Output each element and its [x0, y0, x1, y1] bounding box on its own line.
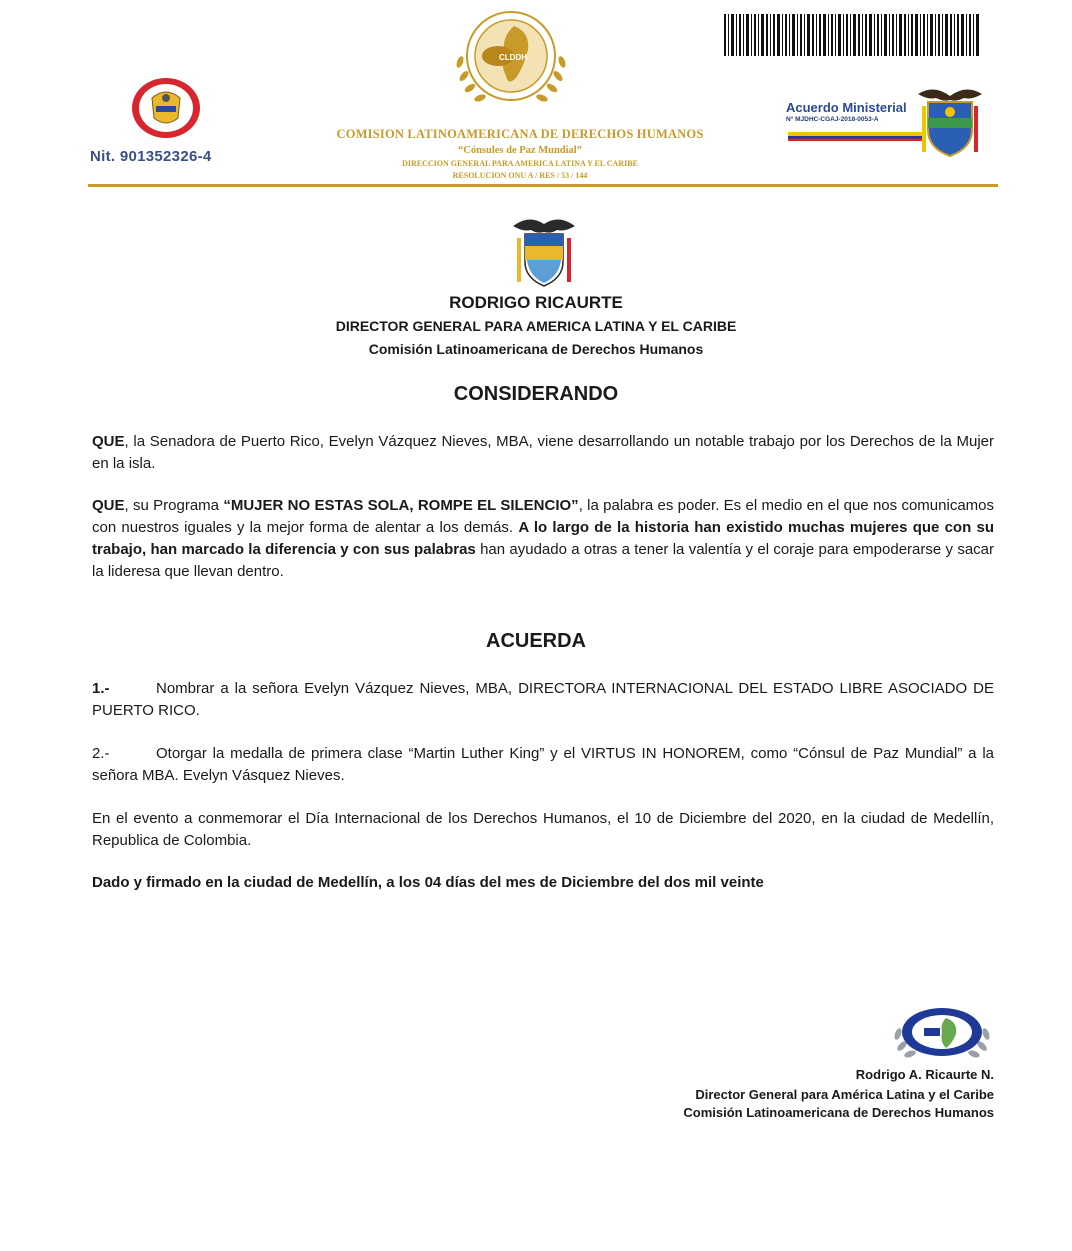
- paragraph-text: , la Senadora de Puerto Rico, Evelyn Vázquez Nieves, MBA, viene desarrollando un notable trabajo por los Derechos de la Mujer en la isla.: [92, 433, 994, 472]
- org-direction: DIRECCION GENERAL PARA AMERICA LATINA Y EL CARIBE: [402, 159, 638, 168]
- barcode-icon: [724, 14, 980, 56]
- ecuador-shield-icon: [914, 82, 986, 160]
- item-number: 1.-: [92, 680, 110, 697]
- que-label: QUE: [92, 497, 125, 514]
- director-name: RODRIGO RICAURTE: [449, 293, 623, 312]
- cldh-wreath-logo-icon: [444, 6, 578, 116]
- item-number: 2.-: [92, 745, 110, 762]
- event-paragraph: En el evento a conmemorar el Día Internacional de los Derechos Humanos, el 10 de Diciembre del 2020, en la ciudad de Medellín, Republica de Colombia.: [92, 810, 994, 849]
- item-text: Nombrar a la señora Evelyn Vázquez Nieves, MBA, DIRECTORA INTERNACIONAL DEL ESTADO LIBRE ASOCIADO DE PUERTO RICO.: [92, 680, 994, 719]
- director-position: DIRECTOR GENERAL PARA AMERICA LATINA Y EL CARIBE: [335, 318, 737, 334]
- acuerdo-number: N° MJDHC-CGAJ-2018-0053-A: [786, 116, 879, 123]
- colombia-seal-icon: [130, 76, 202, 140]
- signature-seal-logo-icon: [888, 1004, 996, 1062]
- logo-text: CLDDH: [499, 53, 527, 62]
- considerando-paragraph-1: [92, 431, 994, 475]
- paragraph-text: , la palabra es poder. Es el medio en el que nos comunicamos con nuestros iguales y la mejor forma de alentar a los demás.: [92, 497, 994, 536]
- acuerda-item-1: [92, 678, 994, 722]
- signature-position: Director General para América Latina y el Caribe: [695, 1087, 994, 1102]
- considerando-paragraph-2: [92, 495, 994, 583]
- signature-name: Rodrigo A. Ricaurte N.: [855, 1067, 994, 1082]
- acuerdo-title: Acuerdo Ministerial: [786, 100, 907, 115]
- header-divider: [88, 184, 998, 187]
- emphasis-text: A lo largo de la historia han existido muchas mujeres que con su trabajo, han marcado la diferencia y con sus palabras: [92, 519, 995, 558]
- signed-statement: Dado y firmado en la ciudad de Medellín, a los 04 días del mes de Diciembre del dos mil veinte: [92, 874, 764, 891]
- signature-commission: Comisión Latinoamericana de Derechos Humanos: [683, 1105, 994, 1120]
- org-name: COMISION LATINOAMERICANA DE DERECHOS HUMANOS: [336, 127, 704, 141]
- colombia-coat-of-arms-icon: [507, 212, 581, 290]
- letterhead: [0, 0, 1072, 192]
- commission-name: Comisión Latinoamericana de Derechos Humanos: [368, 341, 704, 357]
- item-text: Otorgar la medalla de primera clase “Martin Luther King” y el VIRTUS IN HONOREM, como “Cónsul de Paz Mundial” a la señora MBA. Evelyn Vásquez Nieves.: [92, 745, 994, 784]
- paragraph-text: , su Programa: [124, 497, 224, 514]
- acuerdo-ministerial-block: [786, 100, 926, 123]
- section-title-acuerda: ACUERDA: [486, 630, 586, 652]
- program-name: “MUJER NO ESTAS SOLA, ROMPE EL SILENCIO”: [223, 497, 579, 514]
- que-label: QUE: [92, 433, 125, 450]
- nit-number: Nit. 901352326-4: [90, 148, 212, 165]
- org-motto: “Cónsules de Paz Mundial”: [458, 145, 582, 156]
- org-resolution: RESOLUCION ONU A / RES / 53 / 144: [452, 171, 588, 180]
- paragraph-text: han ayudado a otras a tener la valentía y el coraje para empoderarse y sacar la lideresa que llevan dentro.: [92, 541, 995, 580]
- acuerda-item-2: [92, 743, 994, 787]
- ecuador-flag-stripe-icon: [788, 132, 922, 141]
- section-title-considerando: CONSIDERANDO: [453, 383, 619, 405]
